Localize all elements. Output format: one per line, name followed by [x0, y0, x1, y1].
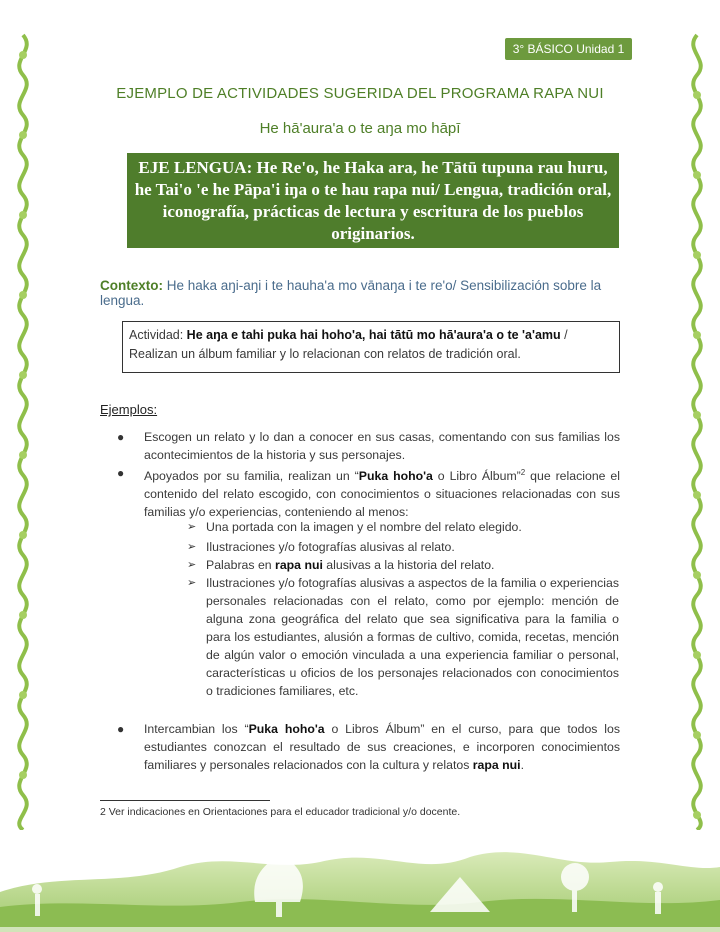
ejemplos-heading: Ejemplos:: [100, 402, 158, 417]
arrow-bullet-icon: ➢: [187, 541, 197, 553]
actividad-text: / Realizan un álbum familiar y lo relacionan con relatos de tradición oral.: [129, 328, 568, 361]
bullet-text: Intercambian los “Puka hoho'a o Libros Álbum” en el curso, para que todos los estudiantes conozcan el resultado de sus creaciones, e incorporen conocimientos familiares y personales relacionados con la cultura y relatos rapa nui.: [144, 722, 620, 772]
eje-lengua-banner: EJE LENGUA: He Re'o, he Haka ara, he Tātū tupuna rau huru, he Tai'o 'e he Pāpa'i iŋa o te hau rapa nui/ Lengua, tradición oral, iconografía, prácticas de lectura y escritura de los pueblos originarios.: [127, 153, 619, 248]
page-subtitle: He hā'aura'a o te aŋa mo hāpī: [259, 120, 461, 137]
actividad-title: He aŋa e tahi puka hai hoho'a, hai tātū mo hā'aura'a o te 'a'amu: [186, 328, 561, 342]
list-item: [100, 464, 620, 521]
arrow-bullet-icon: ➢: [187, 577, 197, 589]
bullet-text: Apoyados por su familia, realizan un “Puka hoho'a o Libro Álbum”$^2$ que relacione el contenido del relato escogido, con conocimientos o situaciones relacionadas con sus familias y/o experiencias, conteniendo al menos:: [144, 468, 620, 520]
arrow-bullet-icon: ➢: [187, 521, 197, 533]
list-item: [100, 428, 620, 464]
bullet-icon: ●: [117, 466, 125, 480]
sub-list-item: ➢ Ilustraciones y/o fotografías alusivas a aspectos de la familia o experiencias personales relacionadas con el relato, como por ejemplo: mención de alguna zona geográfica del relato que sea significativa para la familia o para los estudiantes, alusión a formas de cultivo, comida, recetas, mención de algún valor o emoción vinculada a una experiencia familiar o personal, características u oficios de los personajes relacionados con conocimientos o tradiciones familiares, etc.: [187, 576, 619, 698]
sub-list-item: ➢ Una portada con la imagen y el nombre del relato elegido.: [187, 520, 522, 534]
grade-unit-badge: 3° BÁSICO Unidad 1: [505, 38, 632, 60]
footnote-divider: [100, 800, 270, 801]
actividad-label: Actividad:: [129, 328, 187, 342]
contexto-label: Contexto:: [100, 278, 163, 293]
contexto-line: [100, 278, 640, 308]
actividad-box: [122, 321, 620, 373]
contexto-text: He haka aŋi-aŋi i te hauha'a mo vānaŋa i te re'o/ Sensibilización sobre la lengua.: [100, 278, 602, 308]
bullet-icon: ●: [117, 430, 125, 444]
decorative-border-left: [8, 30, 38, 830]
arrow-bullet-icon: ➢: [187, 559, 197, 571]
decorative-border-right: [682, 30, 712, 830]
sub-list-item: ➢ Palabras en rapa nui alusivas a la historia del relato.: [187, 558, 495, 572]
footnote: 2 Ver indicaciones en Orientaciones para el educador tradicional y/o docente.: [100, 806, 461, 818]
list-item: [100, 720, 620, 774]
bullet-icon: ●: [117, 722, 125, 736]
sub-list-item: ➢ Ilustraciones y/o fotografías alusivas al relato.: [187, 540, 455, 554]
landscape-illustration: [0, 832, 720, 932]
bullet-text: Escogen un relato y lo dan a conocer en sus casas, comentando con sus familias los acontecimientos de la historia y sus personajes.: [144, 430, 620, 462]
page-title: EJEMPLO DE ACTIVIDADES SUGERIDA DEL PROGRAMA RAPA NUI: [116, 85, 604, 102]
